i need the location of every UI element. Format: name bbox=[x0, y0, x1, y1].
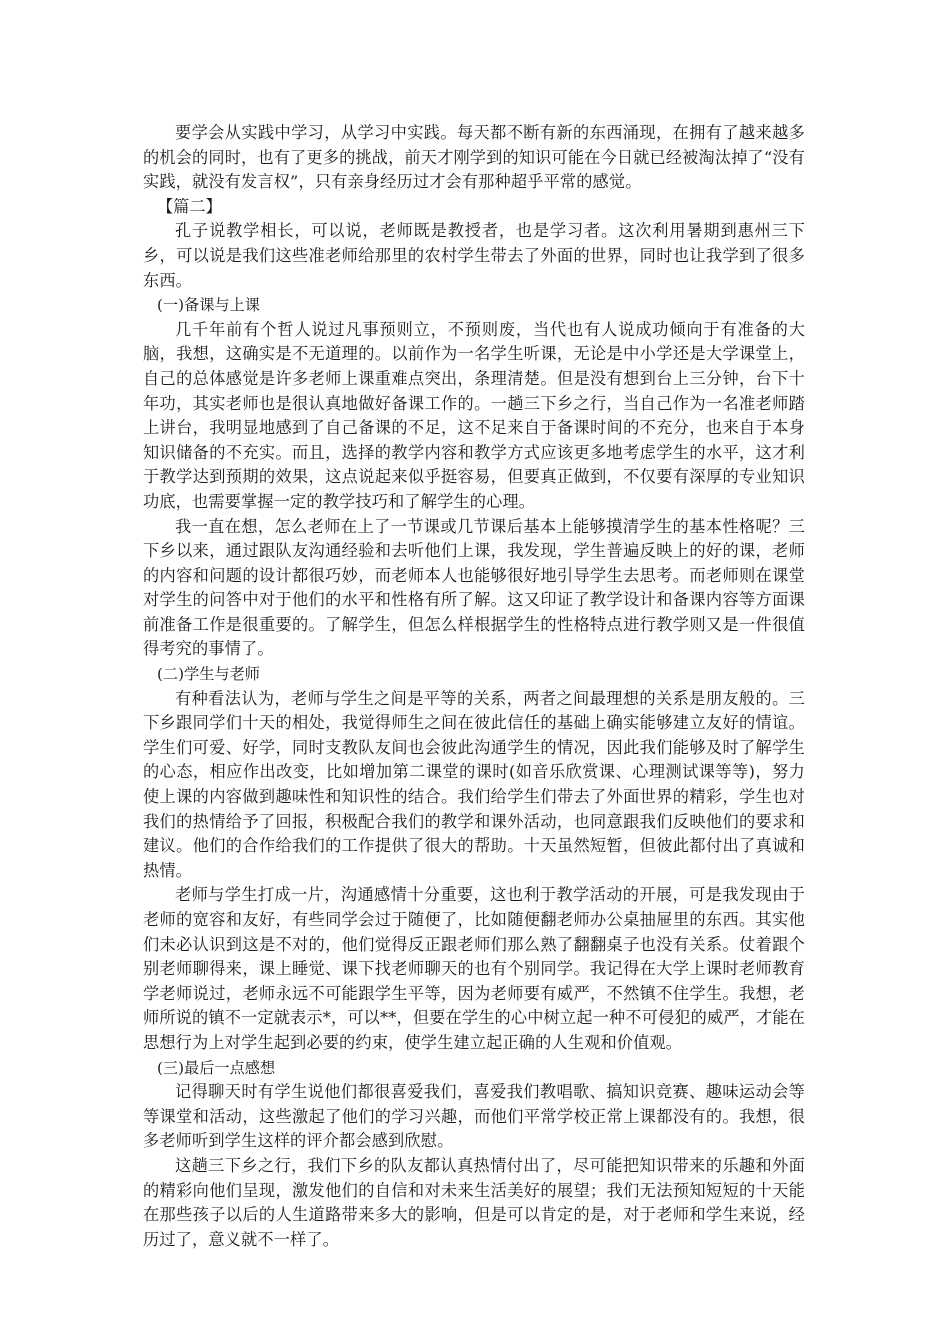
section-heading-lesson-prep: (一)备课与上课 bbox=[157, 296, 260, 315]
part-two-heading: 【篇二】 bbox=[157, 196, 222, 216]
paragraph-teacher-authority: 老师与学生打成一片，沟通感情十分重要，这也利于教学活动的开展，可是我发现由于老师的宽容和友好，有些同学会过于随便了，比如随便翻老师办公桌抽屉里的东西。其实他们未必认识到这是不对的，他们觉得反正跟老师们那么熟了翻翻桌子也没有关系。仗着跟个别老师聊得来，课上睡觉、课下找老师聊天的也有个别同学。我记得在大学上课时老师教育学老师说过，老师永远不可能跟学生平等，因为老师要有威严，不然镇不住学生。我想，老师所说的镇不一定就表示*，可以**，但要在学生的心中树立起一种不可侵犯的威严，才能在思想行为上对学生起到必要的约束，使学生建立起正确的人生观和价值观。 bbox=[143, 885, 805, 1052]
paragraph-student-feedback: 记得聊天时有学生说他们都很喜爱我们，喜爱我们教唱歌、搞知识竞赛、趣味运动会等等课堂和活动，这些激起了他们的学习兴趣，而他们平常学校正常上课都没有的。我想，很多老师听到学生这样的评介都会感到欣慰。 bbox=[143, 1082, 805, 1151]
section-heading-students-teachers: (二)学生与老师 bbox=[157, 665, 260, 684]
intro-paragraph: 要学会从实践中学习，从学习中实践。每天都不断有新的东西涌现，在拥有了越来越多的机会的同时，也有了更多的挑战，前天才刚学到的知识可能在今日就已经被淘汰掉了“没有实践，就没有发言权”，只有亲身经历过才会有那种超乎平常的感觉。 bbox=[143, 123, 805, 192]
paragraph-understanding-students: 我一直在想，怎么老师在上了一节课或几节课后基本上能够摸清学生的基本性格呢？三下乡以来，通过跟队友沟通经验和去听他们上课，我发现，学生普遍反映上的好的课，老师的内容和问题的设计都很巧妙，而老师本人也能够很好地引导学生去思考。而老师则在课堂对学生的问答中对于他们的水平和性格有所了解。这又印证了教学设计和备课内容等方面课前准备工作是很重要的。了解学生，但怎么样根据学生的性格特点进行教学则又是一件很值得考究的事情了。 bbox=[143, 516, 805, 659]
paragraph-equal-relationship: 有种看法认为，老师与学生之间是平等的关系，两者之间最理想的关系是朋友般的。三下乡跟同学们十天的相处，我觉得师生之间在彼此信任的基础上确实能够建立友好的情谊。学生们可爱、好学，同时支教队友间也会彼此沟通学生的情况，因此我们能够及时了解学生的心态，相应作出改变，比如增加第二课堂的课时(如音乐欣赏课、心理测试课等等)，努力使上课的内容做到趣味性和知识性的结合。我们给学生们带去了外面世界的精彩，学生也对我们的热情给予了回报，积极配合我们的教学和课外活动，也同意跟我们反映他们的要求和建议。他们的合作给我们的工作提供了很大的帮助。十天虽然短暂，但彼此都付出了真诚和热情。 bbox=[143, 688, 805, 880]
paragraph-conclusion: 这趟三下乡之行，我们下乡的队友都认真热情付出了，尽可能把知识带来的乐趣和外面的精彩向他们呈现，激发他们的自信和对未来生活美好的展望；我们无法预知短短的十天能在那些孩子以后的人生道路带来多大的影响，但是可以肯定的是，对于老师和学生来说，经历过了，意义就不一样了。 bbox=[143, 1155, 805, 1249]
paragraph-confucius: 孔子说教学相长，可以说，老师既是教授者，也是学习者。这次利用暑期到惠州三下乡，可以说是我们这些准老师给那里的农村学生带去了外面的世界，同时也让我学到了很多东西。 bbox=[143, 221, 805, 290]
paragraph-lesson-prep: 几千年前有个哲人说过凡事预则立，不预则废，当代也有人说成功倾向于有准备的大脑，我想，这确实是不无道理的。以前作为一名学生听课，无论是中小学还是大学课堂上，自己的总体感觉是许多老师上课重难点突出，条理清楚。但是没有想到台上三分钟，台下十年功，其实老师也是很认真地做好备课工作的。一趟三下乡之行，当自己作为一名准老师踏上讲台，我明显地感到了自己备课的不足，这不足来自于备课时间的不充分，也来自于本身知识储备的不充实。而且，选择的教学内容和教学方式应该更多地考虑学生的水平，这才利于教学达到预期的效果，这点说起来似乎挺容易，但要真正做到，不仅要有深厚的专业知识功底，也需要掌握一定的教学技巧和了解学生的心理。 bbox=[143, 319, 805, 511]
section-heading-final-thoughts: (三)最后一点感想 bbox=[157, 1058, 276, 1077]
document-page bbox=[143, 121, 805, 1252]
